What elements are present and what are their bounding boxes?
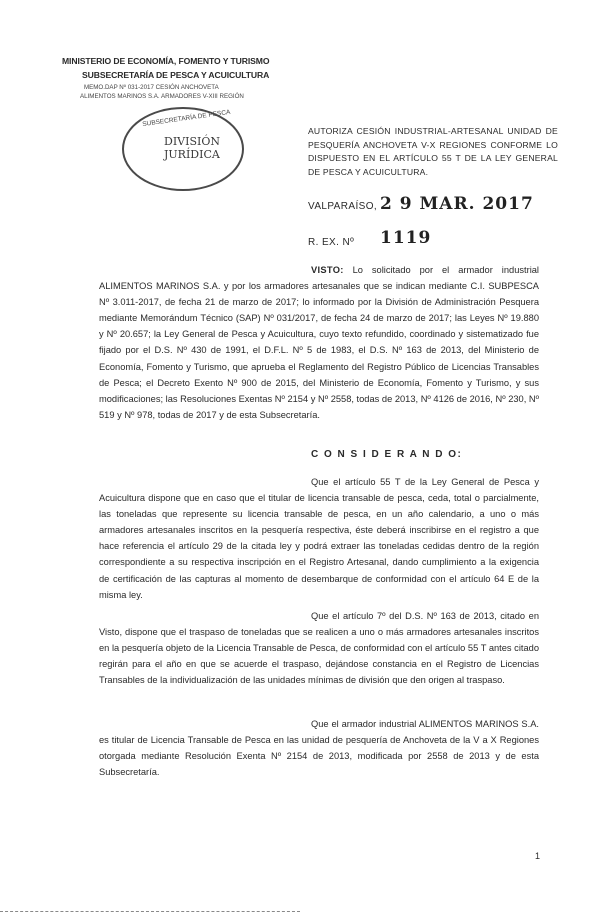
considerando-heading: C O N S I D E R A N D O: — [311, 449, 463, 460]
rex-number: 1119 — [380, 228, 432, 248]
visto-label: VISTO: — [311, 265, 344, 275]
visto-paragraph — [99, 262, 539, 423]
stamp-center-line1: DIVISIÓN — [164, 135, 220, 148]
memo-reference: MEMO.DAP Nº 031-2017 CESIÓN ANCHOVETA — [84, 84, 219, 91]
subsecretaria-heading: SUBSECRETARÍA DE PESCA Y ACUICULTURA — [82, 70, 270, 80]
considerando-paragraph-2: Que el artículo 7º del D.S. Nº 163 de 2013, citado en Visto, dispone que el traspaso de toneladas que se realicen a uno o más armadores artesanales inscritos en la pesquería objeto de la Licencia Transable de Pesca, de conformidad con el artículo 55 T antes citado regirán para el año en que se acuerde el traspaso, dejándose constancia en el Registro de Licencias Transables de la individualización de las unidades mínimas de división que den origen al traspaso. — [99, 611, 539, 686]
visto-text: Lo solicitado por el armador industrial ALIMENTOS MARINOS S.A. y por los armadores artesanales que se indican mediante C.I. SUBPESCA Nº 3.011-2017, de fecha 21 de marzo de 2017; lo informado por la División de Administración Pesquera mediante Memorándum Técnico (SAP) Nº 031/2017, de fecha 24 de marzo de 2017; las Leyes Nº 19.880 y Nº 20.657; la Ley General de Pesca y Acuicultura, cuyo texto refundido, coordinado y sistematizado fue fijado por el D.S. Nº 430 de 1991, el D.F.L. Nº 5 de 1983, el D.S. Nº 163 de 2013, del Ministerio de Economía, Fomento y Turismo, que aprueba el Reglamento del Registro Público de Licencias Transables de Pesca; el Decreto Exento Nº 900 de 2015, del Ministerio de Economía, Fomento y Turismo, y sus modificaciones; las Resoluciones Exentas Nº 2154 y Nº 2558, todas de 2013, Nº 4126 de 2016, Nº 230, Nº 519 y Nº 978, todas de 2017 y de esta Subsecretaría. — [99, 265, 539, 420]
division-juridica-stamp — [122, 107, 244, 191]
case-reference: ALIMENTOS MARINOS S.A. ARMADORES V-XIII REGIÓN — [80, 93, 244, 100]
resolution-title: AUTORIZA CESIÓN INDUSTRIAL-ARTESANAL UNIDAD DE PESQUERÍA ANCHOVETA V-X REGIONES CONFORME LO DISPUESTO EN EL ARTÍCULO 55 T DE LA LEY GENERAL DE PESCA Y ACUICULTURA. — [308, 126, 558, 177]
bottom-scan-edge — [0, 911, 300, 912]
resolution-date: 2 9 MAR. 2017 — [380, 194, 534, 214]
considerando-paragraph-1: Que el artículo 55 T de la Ley General de Pesca y Acuicultura dispone que en caso que el titular de licencia transable de pesca, ceda, total o parcialmente, las toneladas que represente su licencia transable de pesca, en un año calendario, a uno o más armadores artesanales inscritos en la pesquería respectiva, éste deberá inscribirse en el registro a que hace referencia el artículo 29 de la citada ley y podrá extraer las toneladas cedidas dentro de la región correspondiente a su respectiva inscripción en el Registro Artesanal, dando cumplimiento a la exigencia de certificación de las capturas al momento de desembarque de conformidad con el artículo 64 E de la misma ley. — [99, 477, 539, 600]
considerando-paragraph-3: Que el armador industrial ALIMENTOS MARINOS S.A. es titular de Licencia Transable de Pesca en las unidad de pesquería de Anchoveta de la V a X Regiones otorgada mediante Resolución Exenta Nº 2154 de 2013, modificada por 2558 de 2013 y de esta Subsecretaría. — [99, 719, 539, 778]
place-label: VALPARAÍSO, — [308, 201, 378, 212]
ministry-heading: MINISTERIO DE ECONOMÍA, FOMENTO Y TURISMO — [62, 56, 270, 66]
page-number: 1 — [535, 851, 541, 861]
rex-label: R. EX. Nº — [308, 237, 355, 248]
stamp-ring-text: SUBSECRETARÍA DE PESCA — [141, 108, 231, 129]
stamp-center-line2: JURÍDICA — [164, 148, 220, 161]
